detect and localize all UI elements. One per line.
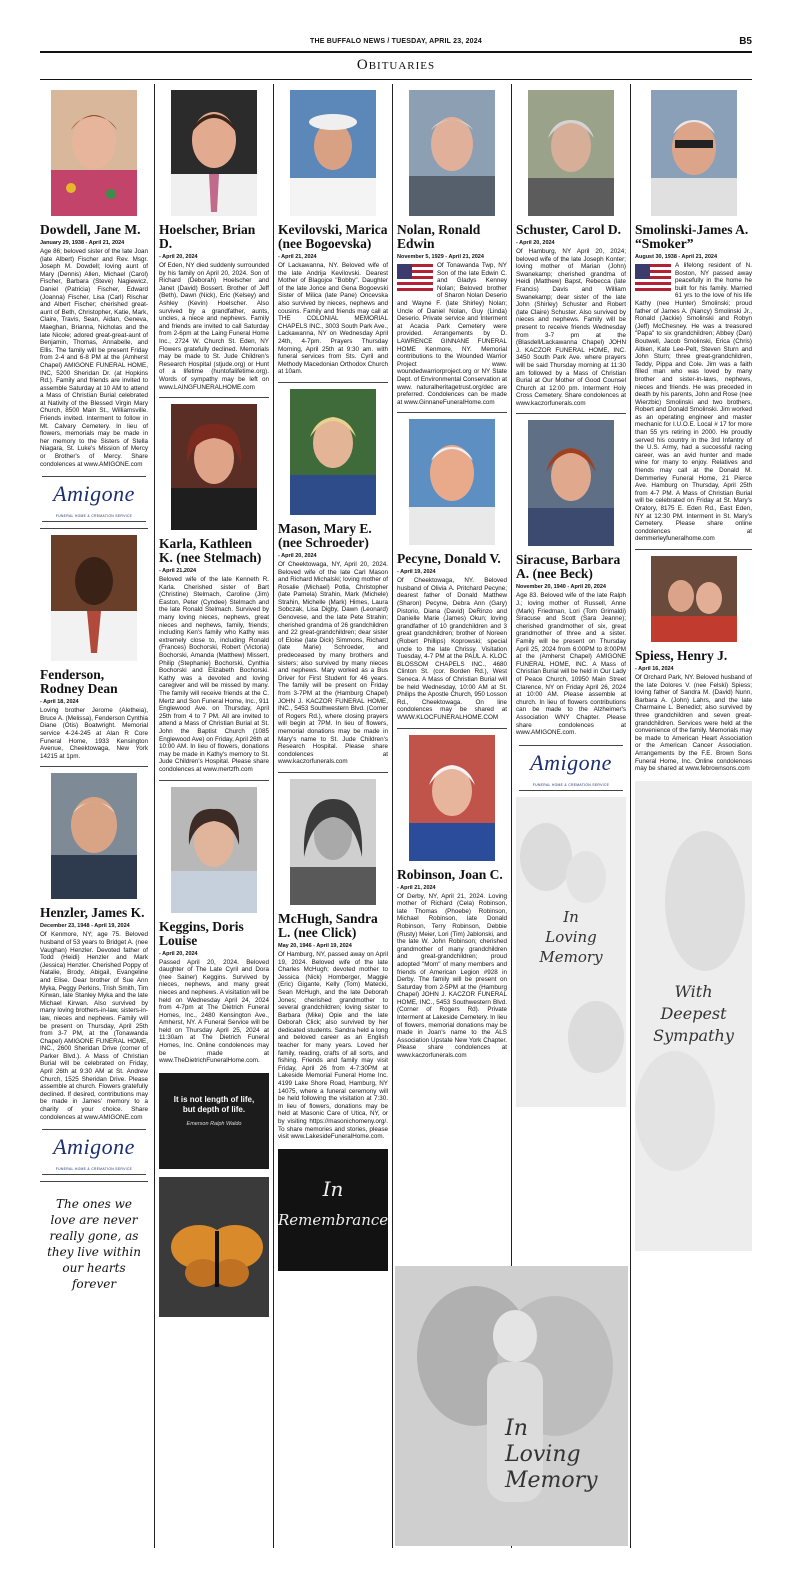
portrait-photo <box>290 90 376 216</box>
loving-memory-word: In <box>563 907 579 926</box>
butterfly-icon <box>159 1177 269 1317</box>
obit-dates: November 20, 1940 - April 20, 2024 <box>516 584 606 591</box>
obit-dates: - April 20, 2024 <box>159 950 198 957</box>
loving-memory-word: Loving <box>545 927 597 946</box>
obit-dates: - April 21,2024 <box>159 568 197 575</box>
angel-statue-icon <box>395 1266 628 1546</box>
portrait-photo <box>171 787 257 913</box>
divider <box>516 413 626 414</box>
obit-body: Of Hamburg, NY April 20, 2024; beloved wife of the late Joseph Konter; loving mother of Marian (John) Swanekamp; cherished grandma of Heidi (Matthew) Bapst, Rebecca (late Francis) Davis and William Swanekamp; dear sister of the late John (Shirley) Schuster and Robert (late Claire) Schuster. Also survived by nieces and nephews. Family will be present to receive friends Wednesday from 3-7 pm at the (Blasdell/Lackawanna Chapel) JOHN J. KACZOR FUNERAL HOME, INC. 3450 South Park Ave. where prayers will be said Thursday morning at 11:30 am followed by a Mass of Christian Burial at Our Mother of Good Counsel Church at 12:00 pm. Interment Holy Cross Cemetery. Share condolences at www.kaczorfunerals.com <box>516 248 626 407</box>
obit-name: Fenderson, Rodney Dean <box>40 667 118 697</box>
amigone-logo <box>42 476 146 522</box>
obit-body: Of Derby, NY, April 21, 2024. Loving mother of Richard (Cela) Robinson, late Thomas (Phoebe) Robinson, Michael Robinson, late Donald Robinson, Terry Robinson, Debbie (Rusty) Meier, Lori (Tim) Jablonski, and the late W. John Robinson; cherished grandmother of many grandchildren and great-grandchildren; proud adopted "Mom" of many members and friends of American Legion #928 in Derby. The family will be present on Saturday from 2-5PM at the (Hamburg Chapel) JOHN J. KACZOR FUNERAL HOME, INC., 5453 Southwestern Blvd. (Corner of Rogers Rd). Private Interment at Lakeside Cemetery. In lieu of flowers, memorial donations may be made in Joan's name to the ALS Association Upstate New York Chapter. Please share condolences at www.kaczorfunerals.com <box>397 892 507 1060</box>
divider <box>278 772 388 773</box>
header-rule <box>40 51 752 53</box>
obit-body: Beloved wife of the late Kenneth R. Karla. Cherished sister of Bart (Christine) Stelmach, Caroline (Jim) Easton, Peter (Cyndee) Stelmach and the late Ronald Stelmach. Survived by many loving nieces, nephews, great nieces and nephews, family, friends; including Ken's family who Kathy was extremely close to, including Ronald (Frances) Bochorski, Robert (Victoria) Bochorski, Amanda (Matthew) Missert, Philip (Stephanie) Bochorski, Cynthia Bochorski and Elizabeth Bochorski. Kathy was a devoted and loving caregiver and will be missed by many. The family will receive friends at the C. Mertz and Son Funeral Home, Inc., 911 Englewood Ave. on Thursday, April 25th from 4 to 7 PM. All are invited to attend a Mass of Christian Burial at St. John the Baptist Church (1085 Englewood Ave) on Friday, April 26th at 10:00 AM. In lieu of flowers, donations may be made in Kathy's memory to St. Jude Children's Hospital. Please share condolences at www.mertzfh.com <box>159 576 269 773</box>
obit-dates: - April 20, 2024 <box>516 240 555 246</box>
obit-dates: May 20, 1946 - April 19, 2024 <box>278 942 352 949</box>
quote-text: It is not length of life, but depth of life. <box>173 1094 255 1114</box>
divider <box>635 549 752 550</box>
section-title: Obituaries <box>356 57 436 73</box>
divider <box>40 766 148 767</box>
divider <box>40 1181 148 1182</box>
divider <box>278 382 388 383</box>
memorial-verse-text: The ones we love are never really gone, as they live within our hearts forever <box>47 1197 141 1292</box>
obit-body: Passed April 20, 2024. Beloved daughter of The Late Cyril and Dora (nee Sainer) Keggins. Survived by nieces, nephews, and many great nieces and nephews. A visitation will be held on Wednesday April 24, 2024 from 4-7pm at The Dietrich Funeral Homes, Inc., 2480 Kensington Ave., Amherst, NY. A Funeral Service will be held on Thursday April 25, 2024 at 11:30am at The Dietrich Funeral Homes, Inc. Online condolences may be made at www.TheDietrichFuneralHome.com. <box>159 958 269 1065</box>
section-rule <box>40 79 752 80</box>
obit-dates: January 29, 1938 - April 21, 2024 <box>40 240 125 246</box>
obit-name: Karla, Kathleen K. (nee Stelmach) <box>159 536 262 566</box>
obit-body: Of Tonawanda Twp, NY Son of the late Edwin C. and Gladys Kenney Nolan; Beloved brother of Sharon Nolan Deserio and Wayne F. (late Shirley) Nolan; Uncle of Daniel Nolan, Guy (Linda) Deserio. Private service and Interment at Acacia Park Cemetery were provided. Arrangements by D. LAWRENCE GINNANE FUNERAL HOME Kenmore, NY. Memorial contributions to the Wounded Warrior Project www. woundedwarriorproject.org or NY State Dept. of Environmental Conservation at www. naturalheritagetrust.org/dec are preferred. Condolences can be made at www.GinnaneFuneralHome.com <box>397 262 507 406</box>
obit-body: Age 86; beloved sister of the late Joan (late Albert) Fischer and Rev. Msgr. Joseph M. Dowdell; loving aunt of Mary (Dennis) Allen, Michael (Carol) Fischer, Barbara (Steve) Nagiewicz, Daniel (Patricia) Fischer, Edward (Joanna) Fischer, Lisa (Carl) Rischar and Albert Fischer; cherished great-aunt of Beth, Christopher, Katie, Mark, Claire, Travis, Sean, Aidan, Geneva, Maeghan, Brianna, Nicholas and the late Nicole; adored great-great-aunt of Benjamin, Thomas, Annabelle, and Ellis. The family will be present Friday from 2-4 and 6-8 PM at the (Amherst Chapel) AMIGONE FUNERAL HOME, INC, 5200 Sheridan Dr. (at Hopkins Rd.). Family and friends are invited to assemble Saturday at 10 AM to attend a Mass of Christian Burial celebrated at Nativity of the Blessed Virgin Mary Church, 8500 Main St., Williamsville. Friends invited. Interment to follow in Mt. Calvary Cemetery. In lieu of flowers, memorials may be made in her memory to the Sisters of Stella Niagara, St. Luke's Mission of Mercy or Brother's of Mercy. Share condolences at www.AMIGONE.com <box>40 248 148 468</box>
obit-name: Spiess, Henry J. <box>635 647 728 663</box>
portrait-photo <box>409 419 495 545</box>
obit-dates: - April 16, 2024 <box>635 665 674 672</box>
angel-memorial <box>395 1266 628 1546</box>
loving-memory-text <box>505 1416 598 1494</box>
obit-body: Of Cheektowaga, NY, April 20, 2024. Beloved wife of the late Carl Mason and Richard Michalski; loving mother of Rosalie (Michael) Potla, Christopher (late Pamela) Strahin, Mark (Michele) Strahin, Michelle (Mark) Himes, Laura Sobczak, Lisa Digby, Dawn (Leonard) Genovese, and the late Pete Strahin; cherished grandma of 26 grandchildren and 22 great-grandchildren; dear sister of Eloise (late Dick) Simmons, Richard (late Marie) Schroeder, and predeceased by many brothers and sisters; also survived by many nieces and nephews. Mary worked as a Bus Driver for First Student for 46 years. The family will be present on Friday from 3-7PM at the (Hamburg Chapel) JOHN J. KACZOR FUNERAL HOME, INC., 5453 Southwestern Blvd. (Corner of Rogers Rd.), where closing prayers will begin at 7PM. In lieu of flowers, memorial donations may be made in Mary's name to St. Jude Children's Research Hospital. Please share condolences at www.kaczorfunerals.com <box>278 560 388 766</box>
divider <box>159 397 269 398</box>
logo-tagline: FUNERAL HOME & CREMATION SERVICE <box>55 514 133 519</box>
american-flag-icon <box>397 264 433 294</box>
obit-dates: - April 21, 2024 <box>397 884 436 891</box>
deepest-sympathy-memorial <box>635 781 752 1251</box>
loving-memory-word: Memory <box>505 1468 598 1493</box>
portrait-photo <box>51 773 137 899</box>
portrait-photo <box>409 735 495 861</box>
obit-name: Keggins, Doris Louise <box>159 918 244 948</box>
obit-body: Age 83. Beloved wife of the late Ralph J.; loving mother of Russell, Anne (Mark) Friedman, Lori (Tom Grimaldi) Siracuse and Scott (Sara Jeanne); cherished grandmother of six, great grandmother of three and a sister. Family will be present on Thursday April 25, 2024 from 6:00PM to 8:00PM at the (Amherst Chapel) AMIGONE FUNERAL HOME, INC. A Mass of Christian Burial will be held in Our Lady of Peace Church, 10950 Main Street Clarence, NY on Friday April 26, 2024 at 10:00 AM. Please assemble at church. In lieu of flowers contributions can be made to the Alzheimer's Association WNY Chapter. Please share condolences at www.AMIGONE.com. <box>516 592 626 737</box>
column-divider <box>392 84 393 1548</box>
obit-dates: November 5, 1929 - April 21, 2024 <box>397 254 484 260</box>
deepest-sympathy-text <box>635 981 752 1047</box>
sympathy-word: Sympathy <box>653 1025 734 1045</box>
logo-wordmark: Amigone <box>53 1134 135 1160</box>
portrait-photo <box>528 90 614 216</box>
obit-body: Of Orchard Park, NY. Beloved husband of the late Dolores V. (nee Felski) Spiess; loving father of Sandra M. (David) Nunn, Barbara A. (John) Lahrs, and the late Charmaine L. Benedict; also survived by three grandchildren and seven great-grandchildren. Services were held at the convenience of the family. Memorials may be made to American Heart Association or the American Cancer Association. Arrangements by the F.E. Brown Sons Funeral Home, Inc. Online condolences may be shared at www.febrownsons.com <box>635 673 752 773</box>
obit-dates: - April 19, 2024 <box>397 569 436 576</box>
obit-body: Of Kenmore, NY; age 75. Beloved husband of 53 years to Bridget A. (nee Vaughan) Henzler. Devoted father of Todd (Heidi) Henzler and Mark (Jessica) Henzler. Cherished Poppy of Natalie, Brody, Abigail, Evangeline and Elise. Dear brother of Sue Ann Myka, Peggy Perkins, Trish Smith, Tim Kirwan, late Stanley Myka and the late Michael Kirwan. Also survived by many loving brothers-in-law, sisters-in-law, nieces and nephews. Family will be present on Thursday, April 25th from 3-7 PM, at the (Tonawanda Chapel) AMIGONE FUNERAL HOME, INC., 2600 Sheridan Drive (corner of Parker Blvd.). A Mass of Christian Burial will be celebrated on Friday, April 26th at 9:30 AM at St. Andrew Church, 1525 Sheridan Drive. Please assemble at church. Flowers gratefully declined. If desired, contributions may be made in James' memory to a charity of your choice. Share condolences at www.AMIGONE.com <box>40 931 148 1121</box>
loving-memory-word: Loving <box>505 1442 581 1467</box>
amigone-logo <box>42 1129 146 1175</box>
obit-body: A lifelong resident of N. Boston, NY passed away peacefully in the home he built for his family. Married 61 yrs to the love of his life Kathy (nee Hunter) Smolinski; proud father of James A. (Nancy) Smolinski Jr., Ronald (Jackie) Smolinski and Robyn (Jeff) McChesney. He was a treasured "Papa" to six grandchildren; Abbey (Dan) Boutwell, Jacob Smolinski, Erica (Chris) Aitken, Kate Lee-Pelt, Steven Sturn and John Sturn; three great-grandchildren, Teddy, Pippa and Cole. Jim was a faith filled man who was loved by many brother and sister-in-laws, nephews, nieces and friends. He was preceded in death by his parents, John and Rose (nee Wierzbic) Smolinski and two brothers, Robert and Donald Smolinski. Jim worked as an operating engineer and master mechanic for I.U.O.E. Local # 17 for more than 55 yrs retiring in 2000. He proudly served his country in the 3rd Infantry of the U.S. Army, had a successful racing career, was an avid hunter and made wine for many to enjoy. Relatives and friends may call at the Donald M. Demmerley Funeral Home, 21 Pierce Ave. Hamburg on Thursday, April 25th from 4-7 PM. A Mass of Christian Burial will be celebrated on Friday at St. Mary's Oratory, 8175 E. Eden Rd., East Eden, NY at 12:30 PM. Interment in St. Mary's Cemetery. Please share online condolences at demmerleyfuneralhome.com <box>635 262 752 543</box>
column-5 <box>516 84 626 1264</box>
column-6 <box>635 84 752 1548</box>
obit-name: Schuster, Carol D. <box>516 222 622 237</box>
obit-name: Henzler, James K. <box>40 905 145 921</box>
obit-dates: December 23, 1948 - April 19, 2024 <box>40 923 130 930</box>
obit-body: Of Hamburg, NY, passed away on April 19, 2024. Beloved wife of the late Charles McHugh; devoted mother to Jessica (Nick) Homberger, Maggie (Eric) Gigante, Kelly (Tom) Matecki, Sean McHugh, and the late Deborah Jones; cherished grandmother to several grandchildren; loving sister to Barbara (Mike) Opie and the late Deborah Click; also survived by her dedicated students. Sandra held a long and beloved career as an English teacher for many years. Loved her family, reading, crafts of all sorts, and fishing. Friends and family may visit Friday, April 26 from 4-7:30PM at Lakeside Memorial Funeral Home Inc. 4199 Lake Shore Road, Hamburg, NY 14075, where a funeral ceremony will be held following the visitation at 7:30. In lieu of flowers, donations may be held at Masonic Care of Utica, NY, or by visiting https://masonichomeny.org/. To share memories and stories, please visit www.LakesideFuneralHome.com. <box>278 950 388 1141</box>
divider <box>397 728 507 729</box>
portrait-photo <box>171 404 257 530</box>
obit-body: Of Eden, NY died suddenly surrounded by his family on April 20, 2024. Son of Richard (Deborah) Hoelscher and Janet (David) Bossert. Brother of Jeff (Beth), Dawn (Nick), Eric (Kelsey) and Ashley (Kevin) Hoelscher. Also survived by a grandfather, aunts, uncles, a niece and nephews. Family and friends are invited to call Saturday from 2-6pm at the Laing Funeral Home Inc., 2724 W. Church St. Eden, NY Flowers gratefully declined. Memorials may be made to St. Jude Children's Research Hospital (stjude.org) or Hunt of a lifetime (huntofalifetime.org). Words of sympathy may be left on www.LAINGFUNERALHOME.com <box>159 262 269 391</box>
logo-wordmark: Amigone <box>530 749 612 775</box>
lily-memorial <box>516 797 626 1107</box>
obit-name: Pecyne, Donald V. <box>397 551 501 567</box>
page-number: B5 <box>739 36 752 47</box>
memorial-verse <box>40 1188 148 1292</box>
portrait-photo <box>51 535 137 661</box>
remembrance-word-1: In <box>322 1176 344 1201</box>
column-divider <box>154 84 155 1548</box>
portrait-photo <box>651 90 737 216</box>
obit-name: Robinson, Joan C. <box>397 866 503 882</box>
column-3 <box>278 84 388 1548</box>
obit-name: McHugh, Sandra L. (nee Click) <box>278 910 378 940</box>
portrait-photo <box>651 556 737 642</box>
remembrance-word-2: Remembrance <box>278 1210 389 1229</box>
obit-name: Smolinski-James A. “Smoker” <box>635 222 749 251</box>
portrait-photo <box>528 420 614 546</box>
obit-dates: - April 20, 2024 <box>278 552 317 559</box>
obit-name: Hoelscher, Brian D. <box>159 222 256 251</box>
portrait-photo <box>51 90 137 216</box>
masthead <box>40 36 752 50</box>
obit-name: Mason, Mary E. (nee Schroeder) <box>278 520 372 550</box>
divider <box>159 780 269 781</box>
butterfly-memorial <box>159 1177 269 1317</box>
divider <box>397 412 507 413</box>
obit-body: Of Cheektowaga, NY. Beloved husband of Olivia A. Pritchard Pecyne; dearest father of Donald Matthew (Sharon) Pecyne, Debra Ann (Gary) Pistorio, Diana (David) DeRinzo and Danielle Marie (James) Okun; loving grandfather of 10 grandchildren and 3 great grandchildren; brother of Noreen (Robert Phillips) Koprowski; special uncle to the late Chrissy. Visitation Tuesday, 4-7 PM at the PAUL A. KLOC BLOSSOM CHAPELS INC., 4680 Clinton St. (cor. Borden Rd.), West Seneca. A Mass of Christian Burial will be held Wednesday, 10:00 AM at St. Philips the Apostle Church, 950 Losson Rd., Cheektowaga. On line condolences may be shared at WWW.KLOCFUNERALHOME.COM <box>397 577 507 721</box>
column-1 <box>40 84 148 1548</box>
loving-memory-word: Memory <box>539 947 603 966</box>
column-2 <box>159 84 269 1548</box>
sympathy-word: Deepest <box>660 1003 727 1023</box>
portrait-photo <box>290 389 376 515</box>
logo-tagline: FUNERAL HOME & CREMATION SERVICE <box>55 1167 133 1172</box>
loving-memory-text-2 <box>516 907 626 967</box>
obit-name: Dowdell, Jane M. <box>40 222 141 237</box>
portrait-photo <box>290 779 376 905</box>
obit-dates: - April 18, 2024 <box>40 699 79 706</box>
obit-dates: - April 21, 2024 <box>278 254 317 260</box>
sympathy-word: With <box>674 981 713 1001</box>
obit-name: Kevilovski, Marica (nee Bogoevska) <box>278 222 388 251</box>
obit-name: Siracuse, Barbara A. (nee Beck) <box>516 552 621 582</box>
obit-body: Of Lackawanna, NY. Beloved wife of the late Andrija Kevilovski. Dearest Mother of Blagojce "Bobby". Daughter of the late Jonce and Gena Bogoevski Sister of Milica (late Pane) Oncevska also survived by nieces, nephews and cousins. Family and friends may call at THE COLONIAL MEMORIAL CHAPELS INC., 3003 South Park Ave., Lackawanna, NY on Wednesday April 24th, 4-7pm. Prayers Thursday Morning, April 25th at 9:30 am. with funeral services from Sts. Cyril and Methody Macedonian Orthodox Church at 10am. <box>278 262 388 376</box>
portrait-photo <box>409 90 495 216</box>
remembrance-memorial <box>278 1149 388 1271</box>
obit-dates: - April 20, 2024 <box>159 254 198 260</box>
logo-tagline: FUNERAL HOME & CREMATION SERVICE <box>532 782 610 787</box>
memorial-quote <box>159 1073 269 1169</box>
amigone-logo <box>519 745 623 791</box>
quote-author: Emerson Ralph Waldo <box>186 1120 242 1127</box>
logo-wordmark: Amigone <box>53 481 135 507</box>
paper-dateline: THE BUFFALO NEWS / TUESDAY, APRIL 23, 2024 <box>310 38 482 45</box>
divider <box>40 528 148 529</box>
column-divider <box>630 84 631 1548</box>
column-divider <box>273 84 274 1548</box>
obit-dates: August 30, 1938 - April 21, 2024 <box>635 254 718 260</box>
american-flag-icon <box>635 264 671 294</box>
portrait-photo <box>171 90 257 216</box>
loving-memory-word: In <box>505 1416 528 1441</box>
obit-name: Nolan, Ronald Edwin <box>397 222 481 251</box>
obit-body: Loving brother Jerome (Aletheia), Bruce A. (Melissa), Fenderson Cynthia Diane (Otis) Boatwright. Memorial service 4-24-245 at Alan R Core Funeral Home, 1933 Kensington Avenue, Cheektowaga, New York 14215 at 1pm. <box>40 707 148 760</box>
